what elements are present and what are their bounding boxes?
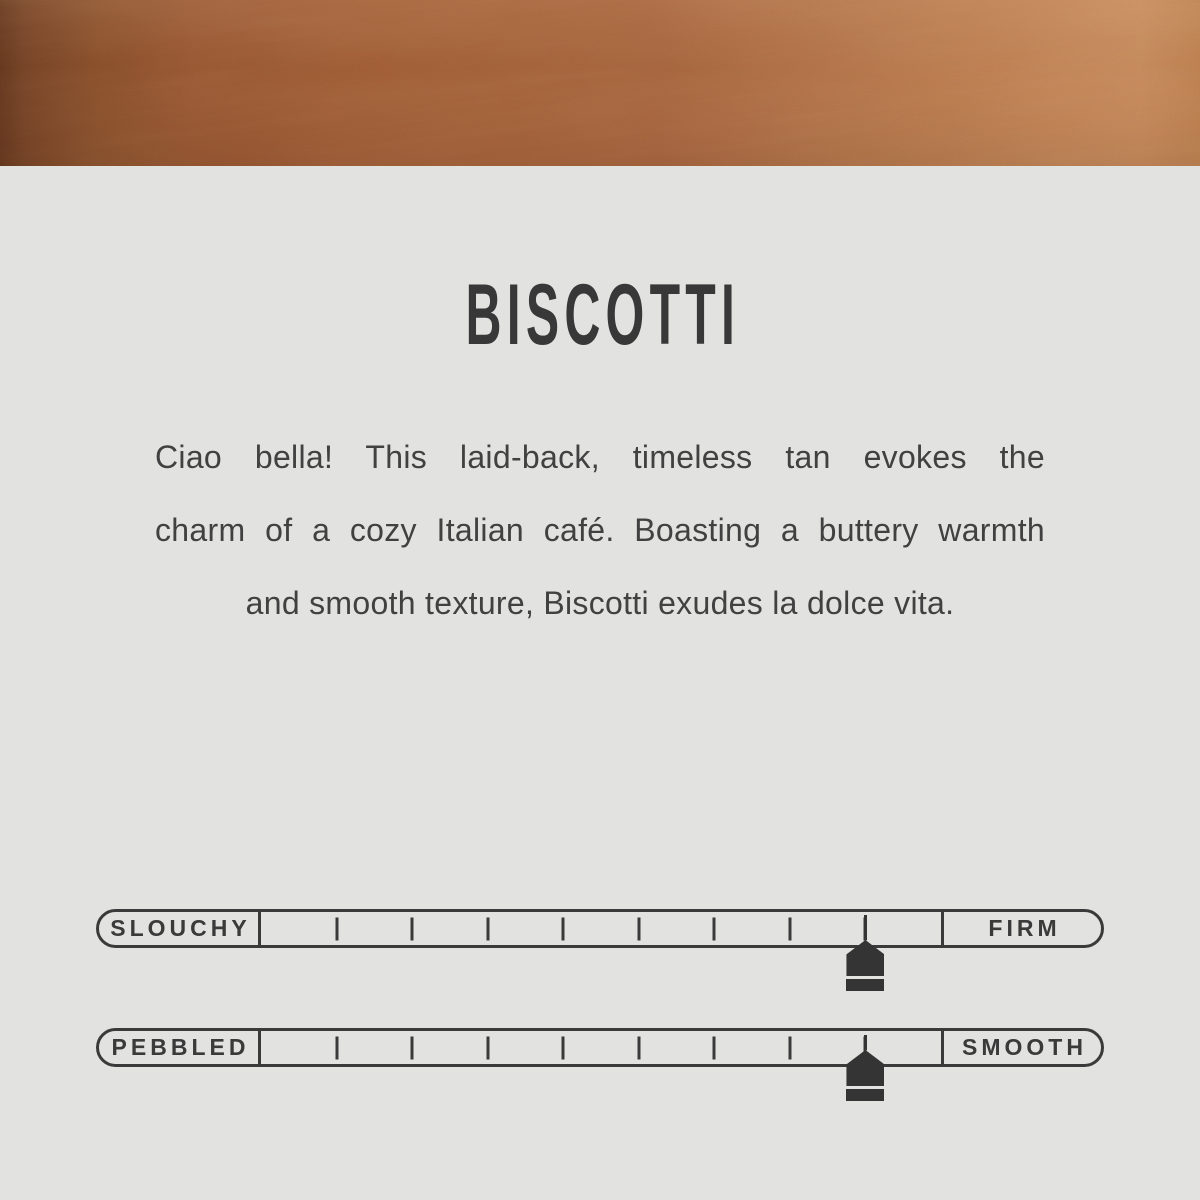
description-line: charm of a cozy Italian café. Boasting a buttery warmth [155, 512, 1045, 548]
tick-region [261, 1031, 941, 1064]
scale-tick [788, 917, 791, 940]
marker-base-icon [846, 1089, 884, 1101]
scale-tick [486, 1036, 489, 1059]
scale-tick [411, 917, 414, 940]
leather-swatch-image [0, 0, 1200, 166]
firmness-scale-right-label: FIRM [941, 912, 1101, 945]
description-line: Ciao bella! This laid-back, timeless tan evokes the [155, 439, 1045, 475]
scale-tick [335, 917, 338, 940]
marker-stem-icon [864, 915, 867, 940]
tick-region [261, 912, 941, 945]
scale-tick [637, 1036, 640, 1059]
firmness-scale-left-label: SLOUCHY [99, 912, 261, 945]
marker-stem-icon [864, 1035, 867, 1050]
marker-pointer-icon [846, 940, 884, 976]
scale-tick [335, 1036, 338, 1059]
color-name-title: BISCOTTI [465, 267, 740, 363]
color-description [155, 421, 1045, 640]
scale-marker [845, 1035, 885, 1101]
scale-marker [845, 915, 885, 991]
description-line: and smooth texture, Biscotti exudes la dolce vita. [245, 585, 955, 621]
texture-scale-left-label: PEBBLED [99, 1031, 261, 1064]
firmness-scale [96, 909, 1104, 948]
leather-texture-graphic [0, 0, 1200, 166]
marker-base-icon [846, 979, 884, 991]
scale-tick [562, 917, 565, 940]
scale-tick [713, 917, 716, 940]
scale-tick [713, 1036, 716, 1059]
marker-pointer-icon [846, 1050, 884, 1086]
scale-tick [637, 917, 640, 940]
scale-tick [486, 917, 489, 940]
scale-tick [562, 1036, 565, 1059]
texture-scale-right-label: SMOOTH [941, 1031, 1101, 1064]
texture-scale [96, 1028, 1104, 1067]
scale-tick [411, 1036, 414, 1059]
scale-tick [788, 1036, 791, 1059]
